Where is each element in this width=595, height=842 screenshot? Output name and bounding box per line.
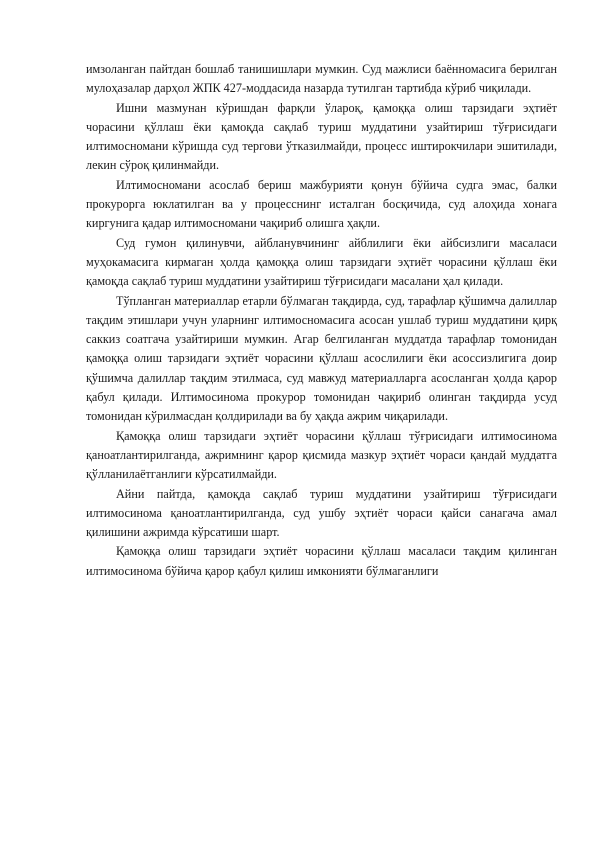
paragraph-7: Айни пайтда, қамоқда сақлаб туриш муддатини узайтириш тўғрисидаги илтимосинома қаноатлантирилганда, суд ушбу эҳтиёт чораси қайси санагача амал қилишини ажримда кўрсатиши шарт. bbox=[86, 486, 557, 540]
paragraph-2: Ишни мазмунан кўришдан фарқли ўлароқ, қамоққа олиш тарзидаги эҳтиёт чорасини қўллаш ёки қамоқда сақлаб туриш муддатини узайтириш тўғрисидаги илтимосномани кўришда суд тергови ўтказилмайди, процесс иштирокчилари эшитилади, лекин сўроқ қилинмайди. bbox=[86, 100, 557, 173]
paragraph-4: Суд гумон қилинувчи, айбланувчининг айблилиги ёки айбсизлиги масаласи муҳокамасига кирмаган ҳолда қамоққа олиш тарзидаги эҳтиёт чорасини қўллаш ёки қамоқда сақлаб туриш муддатини узайтириш тўғрисидаги масалани ҳал қилади. bbox=[86, 235, 557, 289]
paragraph-8: Қамоққа олиш тарзидаги эҳтиёт чорасини қўллаш масаласи тақдим қилинган илтимосинома бўйича қарор қабул қилиш имконияти бўлмаганлиги bbox=[86, 544, 557, 578]
paragraph-1: имзоланган пайтдан бошлаб танишишлари мумкин. Суд мажлиси баённомасига берилган мулоҳазалар дарҳол ЖПК 427-моддасида назарда тутилган тартибда кўриб чиқилади. bbox=[86, 62, 557, 96]
document-body bbox=[86, 60, 557, 581]
paragraph-6: Қамоққа олиш тарзидаги эҳтиёт чорасини қўллаш тўғрисидаги илтимосинома қаноатлантирилганда, ажримнинг қарор қисмида мазкур эҳтиёт чораси қандай муддатга қўлланилаётганлиги кўрсатилмайди. bbox=[86, 428, 557, 482]
paragraph-3: Илтимосномани асослаб бериш мажбурияти қонун бўйича судга эмас, балки прокурорга юклатилган ва у процесснинг исталган босқичида, суд алоҳида хонага киргунига қадар илтимосномани чақириб олишга ҳақли. bbox=[86, 177, 557, 231]
paragraph-5: Тўпланган материаллар етарли бўлмаган тақдирда, суд, тарафлар қўшимча далиллар тақдим этишлари учун уларнинг илтимосномасига асосан ушлаб туриш муддатини қирқ саккиз соатгача узайтириши мумкин. Агар белгиланган муддатда тарафлар томонидан қамоққа олиш тарзидаги эҳтиёт чорасини қўллаш асослилиги ёки асоссизлигига доир қўшимча далиллар тақдим этилмаса, суд мавжуд материалларга асосланган ҳолда қарор қабул қилади. Илтимосинома прокурор томонидан чақириб олинган тақдирда усуд томонидан кўрилмасдан қолдирилади ва бу ҳақда ажрим чиқарилади. bbox=[86, 293, 557, 424]
